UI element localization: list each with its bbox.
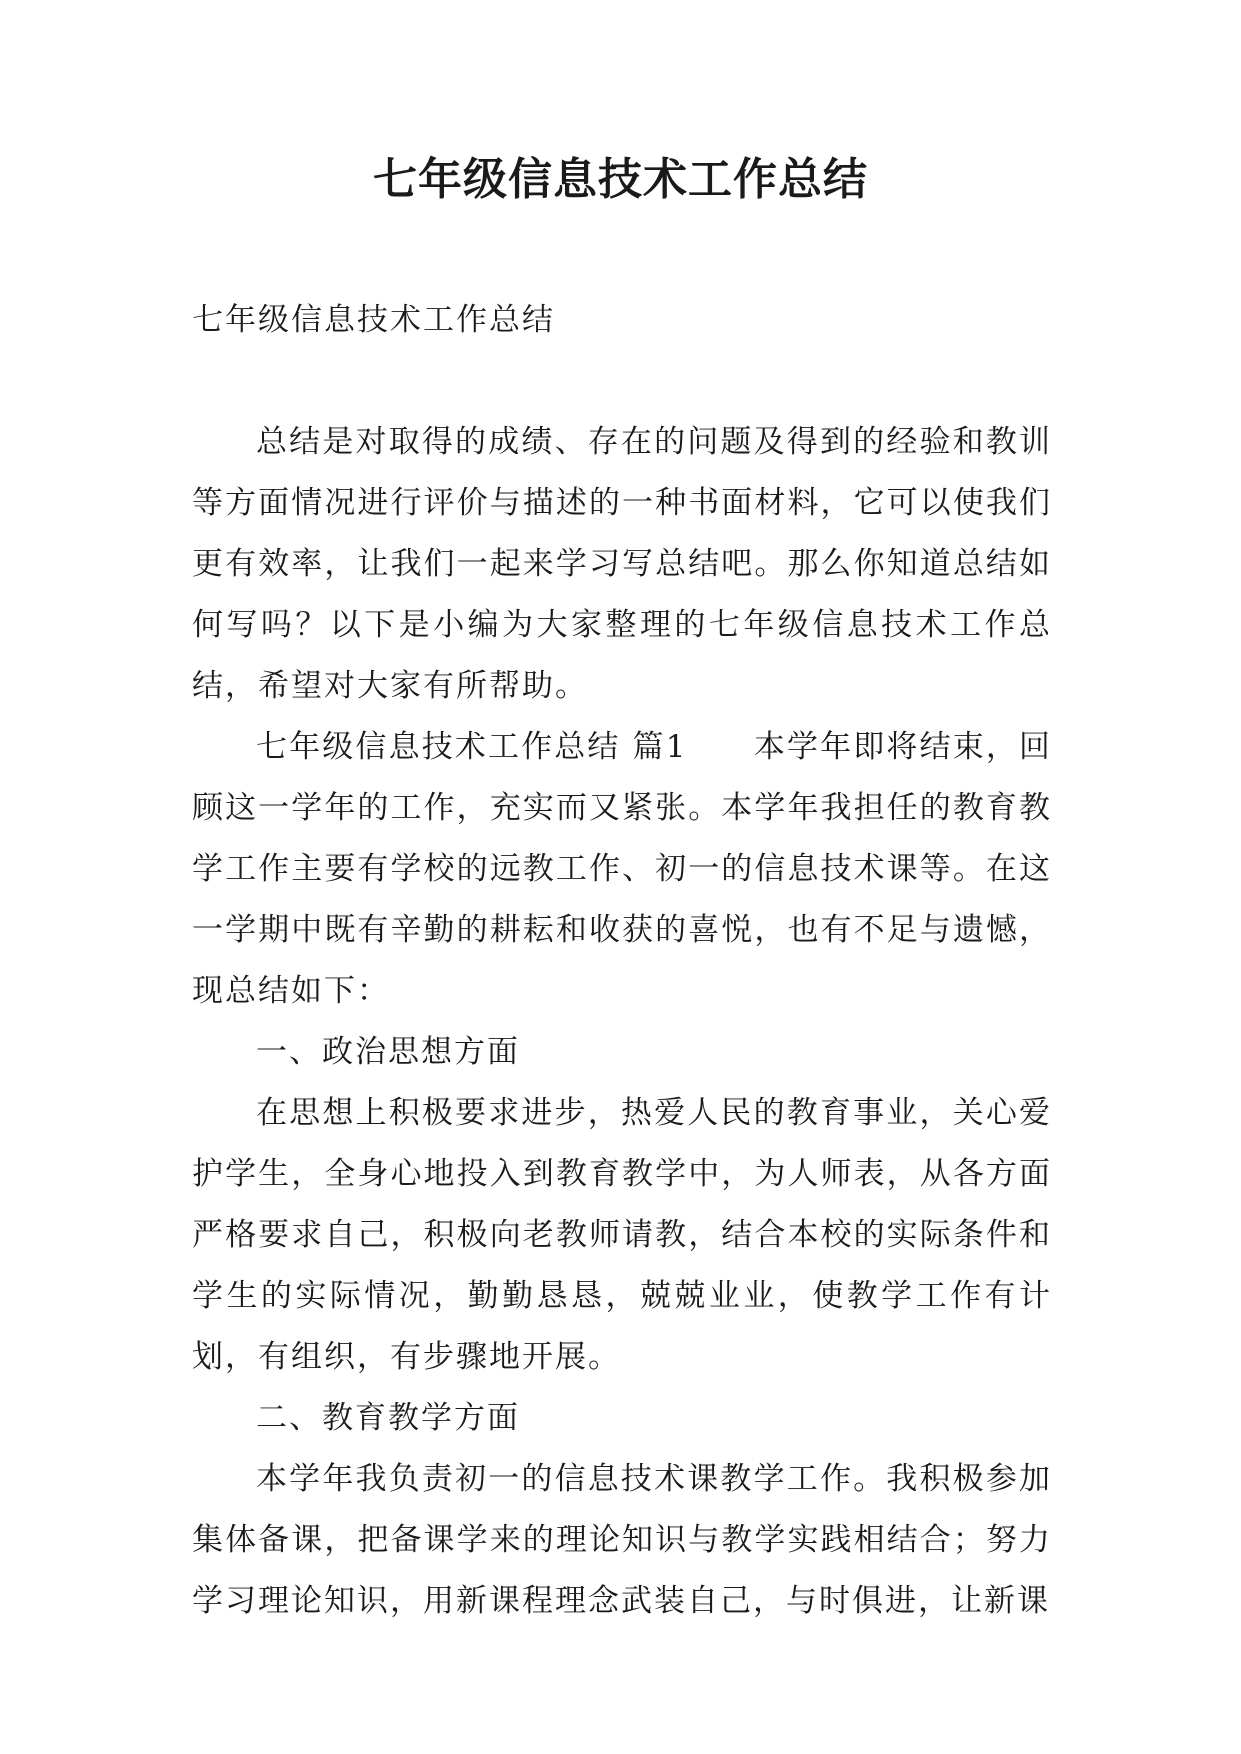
- document-title: 七年级信息技术工作总结: [373, 154, 868, 205]
- document-subtitle: 七年级信息技术工作总结: [192, 302, 555, 338]
- section-heading-political: 一、政治思想方面: [256, 1034, 520, 1070]
- document-body: [192, 290, 1052, 1632]
- section-heading-teaching: 二、教育教学方面: [256, 1400, 520, 1436]
- paragraph-teaching: 本学年我负责初一的信息技术课教学工作。我积极参加集体备课，把备课学来的理论知识与教学实践相结合；努力学习理论知识，用新课程理念武装自己，与时俱进，让新课: [192, 1461, 1052, 1619]
- paragraph-part1-opening: 七年级信息技术工作总结 篇1 本学年即将结束，回顾这一学年的工作，充实而又紧张。本学年我担任的教育教学工作主要有学校的远教工作、初一的信息技术课等。在这一学期中既有辛勤的耕耘和收获的喜悦，也有不足与遗憾，现总结如下：: [192, 729, 1052, 1009]
- paragraph-political: 在思想上积极要求进步，热爱人民的教育事业，关心爱护学生，全身心地投入到教育教学中，为人师表，从各方面严格要求自己，积极向老教师请教，结合本校的实际条件和学生的实际情况，勤勤恳恳，兢兢业业，使教学工作有计划，有组织，有步骤地开展。: [192, 1095, 1052, 1375]
- paragraph-intro: 总结是对取得的成绩、存在的问题及得到的经验和教训等方面情况进行评价与描述的一种书面材料，它可以使我们更有效率，让我们一起来学习写总结吧。那么你知道总结如何写吗？以下是小编为大家整理的七年级信息技术工作总结，希望对大家有所帮助。: [192, 424, 1052, 704]
